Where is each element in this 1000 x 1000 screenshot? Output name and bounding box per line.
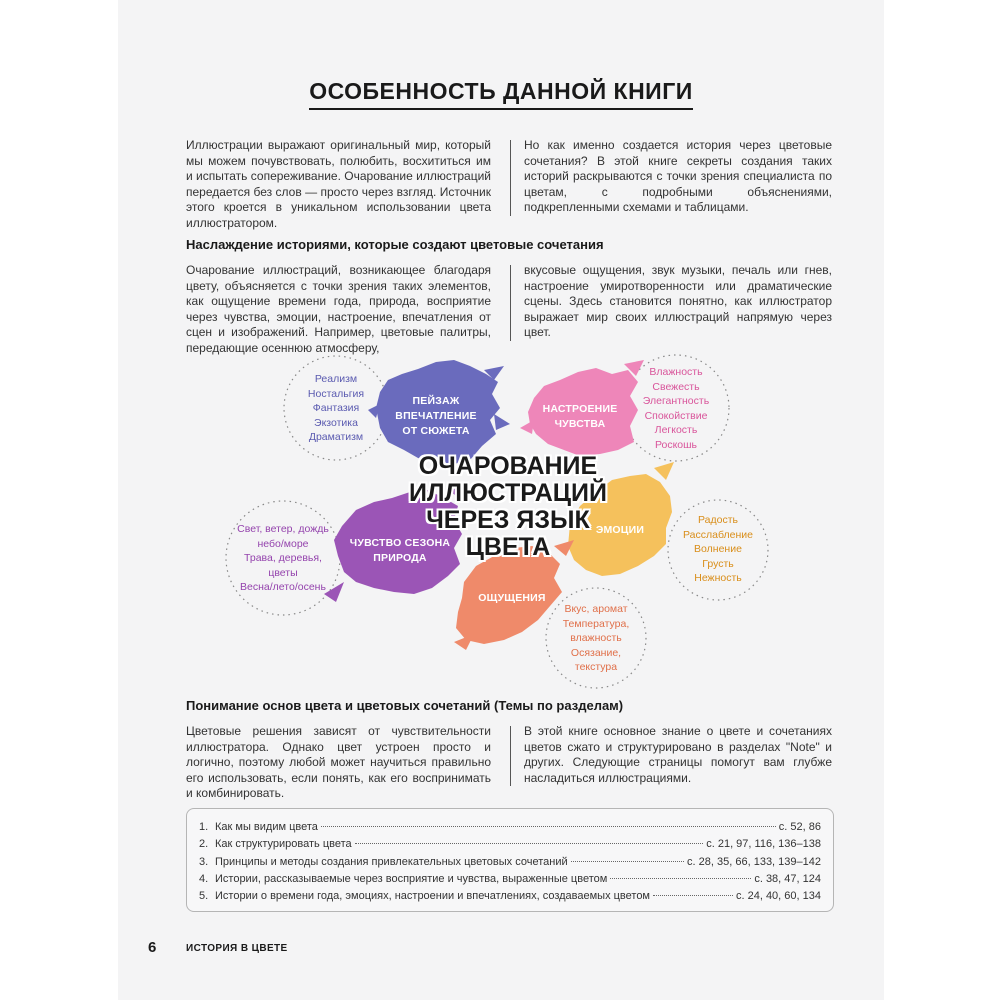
sensations-blob-label-line: ОЩУЩЕНИЯ: [478, 592, 546, 604]
diagram-center-title: [388, 453, 628, 561]
section1-right-paragraph: вкусовые ощущения, звук музыки, печаль или гнев, настроение умиротворенности или драматические сцены. Здесь становится понятно, как иллюстратор выражает мир своих иллюстраций напрямую через цвет.: [524, 263, 832, 339]
landscape-blob-label-line: ОТ СЮЖЕТА: [402, 425, 470, 437]
sensations-keyword: текстура: [574, 661, 618, 673]
toc-row: [199, 819, 821, 836]
emotions-blob-label-line: ЭМОЦИИ: [595, 524, 645, 536]
landscape-keyword: Фантазия: [312, 402, 360, 414]
mood-blob-label-line: НАСТРОЕНИЕ: [542, 403, 618, 415]
toc-row: [199, 888, 821, 905]
mood-keyword: Элегантность: [642, 395, 710, 407]
toc-pages: с. 38, 47, 124: [754, 872, 821, 885]
book-page: [118, 0, 884, 1000]
landscape-keyword: Реализм: [314, 373, 358, 385]
toc-row: [199, 854, 821, 871]
mood-keyword: Влажность: [649, 366, 703, 378]
toc-topic: Истории, рассказываемые через восприятие и чувства, выраженные цветом: [215, 872, 608, 885]
season-keyword: небо/море: [257, 537, 309, 550]
toc-topic: Как структурировать цвета: [215, 838, 352, 851]
toc-pages: с. 24, 40, 60, 134: [735, 890, 821, 903]
page-number: 6: [148, 939, 157, 956]
toc-pages: с. 28, 35, 66, 133, 139–142: [687, 855, 821, 868]
emotions-keyword: Расслабление: [683, 528, 753, 541]
sensations-keyword: Вкус, аромат: [564, 603, 628, 615]
mood-blob-label-line: ЧУВСТВА: [554, 418, 606, 430]
toc-row: [199, 836, 821, 853]
season-keyword: Свет, ветер, дождь: [237, 523, 329, 535]
intro-left-paragraph: Иллюстрации выражают оригинальный мир, который мы можем почувствовать, полюбить, восхититься им и испытать сопереживание. Очарование иллюстраций передается без слов — просто через взгляд. Источник этого кроется в уникальном использовании цвета иллюстратором.: [186, 138, 491, 230]
section1-left-paragraph: Очарование иллюстраций, возникающее благодаря цвету, объясняется с точки зрения таких элементов, как ощущение времени года, природа, восприятие через чувства, эмоции, настроение, впечатления от сцен и изображений. Например, цветовые палитры, передающие осеннюю атмосферу,: [186, 263, 491, 355]
toc-leader-dots: [355, 843, 704, 844]
toc-number: 2.: [199, 838, 209, 851]
toc-row: [199, 871, 821, 888]
toc-topic: Истории о времени года, эмоциях, настроении и впечатлениях, создаваемых цветом: [215, 890, 650, 903]
sensations-blob-label: [464, 591, 560, 606]
toc-number: 1.: [199, 821, 209, 833]
mood-keyword: Роскошь: [654, 438, 698, 451]
section2-right-paragraph: В этой книге основное знание о цвете и сочетаниях цветов сжато и структурировано в разделах "Note" и других. Следующие страницы помогут вам глубже насладиться иллюстрациями.: [524, 724, 832, 785]
sensations-keyword: влажность: [570, 632, 622, 644]
toc-number: 5.: [199, 890, 209, 903]
toc-pages: с. 21, 97, 116, 136–138: [706, 838, 821, 851]
landscape-blob-label: [376, 394, 496, 439]
section1-heading: Наслаждение историями, которые создают цветовые сочетания: [186, 237, 604, 252]
topics-by-section-box: [186, 808, 834, 912]
mood-keyword-list: [624, 365, 728, 452]
section1-column-divider: [510, 265, 511, 341]
landscape-blob-label-line: ВПЕЧАТЛЕНИЕ: [395, 410, 477, 422]
season-blob-label-line: ПРИРОДА: [373, 552, 427, 564]
center-title-line: ОЧАРОВАНИЕ: [418, 452, 598, 480]
toc-leader-dots: [610, 878, 751, 879]
season-keyword-list: [226, 522, 340, 595]
center-title-line: ИЛЛЮСТРАЦИЙ: [409, 479, 607, 507]
toc-pages: с. 52, 86: [778, 821, 821, 833]
emotions-keyword-list: [670, 513, 766, 586]
season-blob-label-line: ЧУВСТВО СЕЗОНА: [349, 537, 451, 549]
landscape-blob-label-line: ПЕЙЗАЖ: [412, 395, 460, 407]
sensations-keyword: Температура,: [562, 617, 630, 630]
mood-keyword: Свежесть: [652, 380, 700, 393]
sensations-keyword: Осязание,: [570, 646, 622, 659]
toc-leader-dots: [571, 861, 684, 862]
center-title-line: ЦВЕТА: [465, 533, 551, 561]
toc-leader-dots: [321, 826, 776, 827]
season-keyword: Весна/лето/осень: [240, 581, 326, 593]
landscape-keyword: Экзотика: [314, 416, 358, 429]
season-keyword: Трава, деревья,: [244, 552, 322, 564]
emotions-keyword: Волнение: [694, 543, 742, 555]
emotions-keyword: Грусть: [702, 557, 734, 570]
toc-leader-dots: [653, 895, 733, 896]
section2-left-paragraph: Цветовые решения зависят от чувствительности иллюстратора. Однако цвет устроен просто и логично, поэтому любой может научиться правильно его использовать, если понять, как его воспринимать и комбинировать.: [186, 724, 491, 800]
landscape-keyword: Драматизм: [308, 431, 364, 443]
page-title: [118, 78, 884, 105]
mood-keyword: Спокойствие: [644, 409, 708, 422]
toc-number: 3.: [199, 855, 209, 868]
emotions-keyword: Радость: [698, 514, 738, 526]
intro-right-paragraph: Но как именно создается история через цветовые сочетания? В этой книге секреты создания таких историй раскрываются с точки зрения специалиста по цветам, с подробными объяснениями, подкрепленными схемами и таблицами.: [524, 138, 832, 214]
mood-keyword: Легкость: [654, 424, 698, 436]
landscape-keyword: Ностальгия: [307, 387, 365, 400]
season-keyword: цветы: [268, 566, 298, 579]
intro-column-divider: [510, 140, 511, 216]
center-title-line: ЧЕРЕЗ ЯЗЫК: [426, 506, 590, 534]
section2-column-divider: [510, 726, 511, 786]
emotions-keyword: Нежность: [694, 572, 742, 584]
running-footer-title: ИСТОРИЯ В ЦВЕТЕ: [186, 943, 288, 954]
sensations-keyword-list: [548, 602, 644, 675]
color-story-diagram: [118, 350, 884, 695]
toc-number: 4.: [199, 872, 209, 885]
section2-heading: Понимание основ цвета и цветовых сочетаний (Темы по разделам): [186, 698, 624, 713]
mood-blob-label: [528, 402, 632, 432]
page-title-text: ОСОБЕННОСТЬ ДАННОЙ КНИГИ: [309, 78, 693, 110]
toc-topic: Как мы видим цвета: [215, 821, 318, 833]
landscape-keyword-list: [286, 372, 386, 445]
toc-topic: Принципы и методы создания привлекательных цветовых сочетаний: [215, 855, 568, 868]
